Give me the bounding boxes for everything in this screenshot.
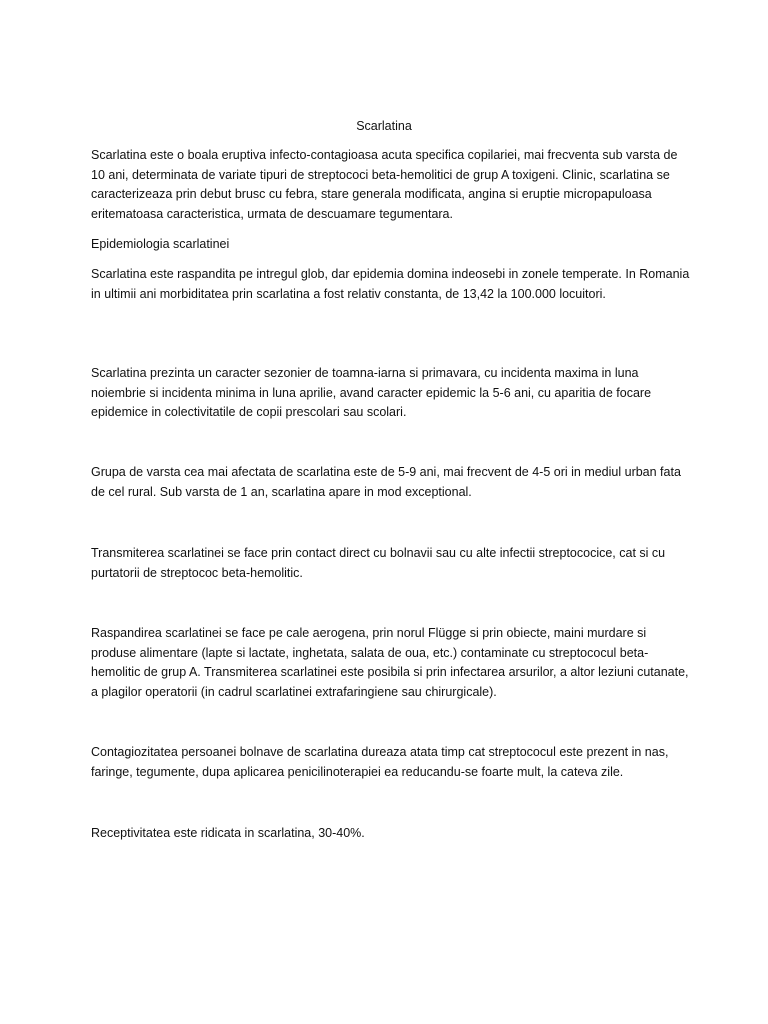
- document-title: Scarlatina: [356, 119, 412, 133]
- paragraph-definition: Scarlatina este o boala eruptiva infecto-contagioasa acuta specifica copilariei, mai frecventa sub varsta de 10 ani, determinata de variate tipuri de streptococi beta-hemolitici de grup A toxigeni. Clinic, scarlatina se caracterizeaza prin debut brusc cu febra, stare generala modificata, angina si eruptie micropapuloasa eritematoasa caracteristica, urmata de descuamare tegumentara.: [91, 148, 678, 221]
- paragraph-receptivity: Receptivitatea este ridicata in scarlatina, 30-40%.: [91, 826, 365, 840]
- section-heading-epidemiology: Epidemiologia scarlatinei: [91, 237, 230, 251]
- paragraph-spread: Raspandirea scarlatinei se face pe cale aerogena, prin norul Flügge si prin obiecte, maini murdare si produse alimentare (lapte si lactate, inghetata, salata de oua, etc.) contaminate cu streptococul beta-hemolitic de grup A. Transmiterea scarlatinei este posibila si prin infectarea arsurilor, a altor leziuni cutanate, a plagilor operatorii (in cadrul scarlatinei extrafaringiene sau chirurgicale).: [91, 626, 689, 699]
- paragraph-distribution: Scarlatina este raspandita pe intregul glob, dar epidemia domina indeosebi in zonele temperate. In Romania in ultimii ani morbiditatea prin scarlatina a fost relativ constanta, de 13,42 la 100.000 locuitori.: [91, 267, 690, 301]
- paragraph-transmission: Transmiterea scarlatinei se face prin contact direct cu bolnavii sau cu alte infectii streptococice, cat si cu purtatorii de streptococ beta-hemolitic.: [91, 546, 666, 580]
- paragraph-seasonality: Scarlatina prezinta un caracter sezonier de toamna-iarna si primavara, cu incidenta maxima in luna noiembrie si incidenta minima in luna aprilie, avand caracter epidemic la 5-6 ani, cu aparitia de focare epidemice in colectivitatile de copii prescolari sau scolari.: [91, 366, 652, 419]
- paragraph-contagiousness: Contagiozitatea persoanei bolnave de scarlatina dureaza atata timp cat streptococul este prezent in nas, faringe, tegumente, dupa aplicarea penicilinoterapiei ea reducandu-se foarte mult, la cateva zile.: [91, 745, 669, 779]
- paragraph-age-group: Grupa de varsta cea mai afectata de scarlatina este de 5-9 ani, mai frecvent de 4-5 ori in mediul urban fata de cel rural. Sub varsta de 1 an, scarlatina apare in mod exceptional.: [91, 465, 681, 499]
